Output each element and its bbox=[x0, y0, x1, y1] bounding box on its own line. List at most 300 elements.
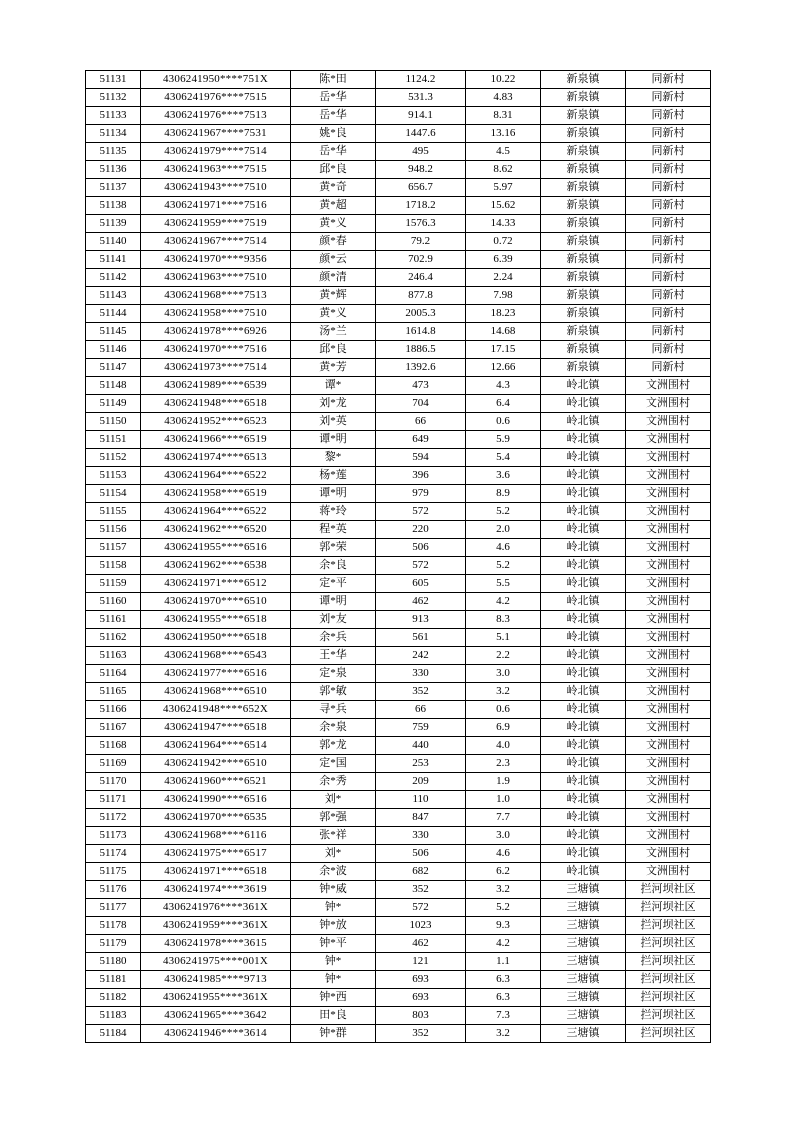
cell-village: 文洲围村 bbox=[626, 719, 711, 737]
cell-amount: 462 bbox=[376, 593, 466, 611]
cell-name: 刘* bbox=[291, 845, 376, 863]
cell-seq: 51167 bbox=[86, 719, 141, 737]
cell-id_number: 4306241964****6514 bbox=[141, 737, 291, 755]
cell-name: 岳*华 bbox=[291, 143, 376, 161]
cell-id_number: 4306241943****7510 bbox=[141, 179, 291, 197]
cell-village: 同新村 bbox=[626, 359, 711, 377]
cell-town: 岭北镇 bbox=[541, 575, 626, 593]
cell-town: 岭北镇 bbox=[541, 611, 626, 629]
cell-village: 拦河坝社区 bbox=[626, 953, 711, 971]
cell-amount: 914.1 bbox=[376, 107, 466, 125]
cell-seq: 51150 bbox=[86, 413, 141, 431]
cell-seq: 51162 bbox=[86, 629, 141, 647]
cell-village: 同新村 bbox=[626, 179, 711, 197]
cell-id_number: 4306241964****6522 bbox=[141, 503, 291, 521]
cell-id_number: 4306241973****7514 bbox=[141, 359, 291, 377]
cell-amount: 759 bbox=[376, 719, 466, 737]
cell-seq: 51175 bbox=[86, 863, 141, 881]
cell-id_number: 4306241950****6518 bbox=[141, 629, 291, 647]
cell-name: 定*泉 bbox=[291, 665, 376, 683]
cell-seq: 51138 bbox=[86, 197, 141, 215]
cell-town: 三塘镇 bbox=[541, 881, 626, 899]
cell-rate: 4.0 bbox=[466, 737, 541, 755]
table-row bbox=[86, 341, 711, 359]
cell-rate: 0.72 bbox=[466, 233, 541, 251]
cell-seq: 51136 bbox=[86, 161, 141, 179]
cell-amount: 110 bbox=[376, 791, 466, 809]
cell-id_number: 4306241976****7513 bbox=[141, 107, 291, 125]
cell-rate: 6.39 bbox=[466, 251, 541, 269]
cell-town: 岭北镇 bbox=[541, 701, 626, 719]
table-row bbox=[86, 629, 711, 647]
cell-amount: 352 bbox=[376, 1025, 466, 1043]
cell-id_number: 4306241970****9356 bbox=[141, 251, 291, 269]
cell-town: 三塘镇 bbox=[541, 935, 626, 953]
cell-name: 余*秀 bbox=[291, 773, 376, 791]
table-row bbox=[86, 485, 711, 503]
table-row bbox=[86, 89, 711, 107]
cell-town: 新泉镇 bbox=[541, 125, 626, 143]
cell-village: 文洲围村 bbox=[626, 593, 711, 611]
cell-id_number: 4306241971****6512 bbox=[141, 575, 291, 593]
cell-seq: 51144 bbox=[86, 305, 141, 323]
table-row bbox=[86, 305, 711, 323]
cell-amount: 803 bbox=[376, 1007, 466, 1025]
cell-seq: 51184 bbox=[86, 1025, 141, 1043]
cell-village: 拦河坝社区 bbox=[626, 1007, 711, 1025]
cell-seq: 51180 bbox=[86, 953, 141, 971]
cell-id_number: 4306241975****6517 bbox=[141, 845, 291, 863]
cell-rate: 9.3 bbox=[466, 917, 541, 935]
cell-seq: 51157 bbox=[86, 539, 141, 557]
cell-amount: 66 bbox=[376, 701, 466, 719]
cell-village: 拦河坝社区 bbox=[626, 1025, 711, 1043]
cell-rate: 4.6 bbox=[466, 539, 541, 557]
cell-amount: 330 bbox=[376, 827, 466, 845]
table-row bbox=[86, 791, 711, 809]
cell-village: 文洲围村 bbox=[626, 395, 711, 413]
cell-seq: 51151 bbox=[86, 431, 141, 449]
cell-rate: 0.6 bbox=[466, 701, 541, 719]
cell-amount: 561 bbox=[376, 629, 466, 647]
table-row bbox=[86, 413, 711, 431]
cell-id_number: 4306241970****6510 bbox=[141, 593, 291, 611]
cell-name: 岳*华 bbox=[291, 107, 376, 125]
cell-id_number: 4306241968****6116 bbox=[141, 827, 291, 845]
cell-rate: 5.97 bbox=[466, 179, 541, 197]
table-row bbox=[86, 845, 711, 863]
cell-seq: 51155 bbox=[86, 503, 141, 521]
cell-id_number: 4306241962****6538 bbox=[141, 557, 291, 575]
cell-name: 黄*义 bbox=[291, 215, 376, 233]
cell-id_number: 4306241967****7531 bbox=[141, 125, 291, 143]
cell-id_number: 4306241946****3614 bbox=[141, 1025, 291, 1043]
table-row bbox=[86, 269, 711, 287]
cell-town: 岭北镇 bbox=[541, 485, 626, 503]
table-row bbox=[86, 611, 711, 629]
cell-village: 文洲围村 bbox=[626, 827, 711, 845]
cell-village: 文洲围村 bbox=[626, 845, 711, 863]
cell-town: 新泉镇 bbox=[541, 359, 626, 377]
cell-name: 黄*辉 bbox=[291, 287, 376, 305]
cell-town: 岭北镇 bbox=[541, 773, 626, 791]
table-row bbox=[86, 251, 711, 269]
cell-seq: 51153 bbox=[86, 467, 141, 485]
cell-id_number: 4306241959****361X bbox=[141, 917, 291, 935]
table-row bbox=[86, 323, 711, 341]
cell-town: 岭北镇 bbox=[541, 539, 626, 557]
cell-name: 程*英 bbox=[291, 521, 376, 539]
table-row bbox=[86, 827, 711, 845]
cell-town: 新泉镇 bbox=[541, 89, 626, 107]
cell-rate: 1.1 bbox=[466, 953, 541, 971]
cell-rate: 7.98 bbox=[466, 287, 541, 305]
cell-id_number: 4306241959****7519 bbox=[141, 215, 291, 233]
cell-seq: 51142 bbox=[86, 269, 141, 287]
cell-name: 寻*兵 bbox=[291, 701, 376, 719]
table-body bbox=[86, 71, 711, 1043]
cell-village: 同新村 bbox=[626, 197, 711, 215]
cell-seq: 51160 bbox=[86, 593, 141, 611]
cell-id_number: 4306241966****6519 bbox=[141, 431, 291, 449]
cell-town: 岭北镇 bbox=[541, 503, 626, 521]
table-row bbox=[86, 989, 711, 1007]
table-row bbox=[86, 449, 711, 467]
cell-village: 同新村 bbox=[626, 233, 711, 251]
cell-town: 岭北镇 bbox=[541, 719, 626, 737]
table-row bbox=[86, 917, 711, 935]
cell-rate: 5.2 bbox=[466, 899, 541, 917]
cell-id_number: 4306241968****7513 bbox=[141, 287, 291, 305]
cell-town: 岭北镇 bbox=[541, 431, 626, 449]
cell-id_number: 4306241989****6539 bbox=[141, 377, 291, 395]
cell-name: 黄*义 bbox=[291, 305, 376, 323]
cell-rate: 4.3 bbox=[466, 377, 541, 395]
cell-seq: 51179 bbox=[86, 935, 141, 953]
cell-village: 文洲围村 bbox=[626, 557, 711, 575]
cell-amount: 506 bbox=[376, 845, 466, 863]
table-row bbox=[86, 971, 711, 989]
table-row bbox=[86, 647, 711, 665]
table-row bbox=[86, 1025, 711, 1043]
cell-seq: 51177 bbox=[86, 899, 141, 917]
cell-village: 文洲围村 bbox=[626, 629, 711, 647]
cell-seq: 51172 bbox=[86, 809, 141, 827]
cell-name: 余*波 bbox=[291, 863, 376, 881]
table-row bbox=[86, 737, 711, 755]
cell-rate: 2.0 bbox=[466, 521, 541, 539]
cell-seq: 51165 bbox=[86, 683, 141, 701]
cell-id_number: 4306241975****001X bbox=[141, 953, 291, 971]
cell-name: 钟*威 bbox=[291, 881, 376, 899]
cell-name: 姚*良 bbox=[291, 125, 376, 143]
cell-village: 同新村 bbox=[626, 143, 711, 161]
cell-seq: 51170 bbox=[86, 773, 141, 791]
cell-amount: 1124.2 bbox=[376, 71, 466, 89]
cell-amount: 1576.3 bbox=[376, 215, 466, 233]
cell-amount: 352 bbox=[376, 881, 466, 899]
cell-id_number: 4306241978****6926 bbox=[141, 323, 291, 341]
cell-id_number: 4306241955****6518 bbox=[141, 611, 291, 629]
cell-seq: 51149 bbox=[86, 395, 141, 413]
cell-town: 岭北镇 bbox=[541, 593, 626, 611]
cell-amount: 440 bbox=[376, 737, 466, 755]
cell-village: 同新村 bbox=[626, 215, 711, 233]
cell-name: 余*泉 bbox=[291, 719, 376, 737]
cell-town: 三塘镇 bbox=[541, 989, 626, 1007]
cell-name: 钟* bbox=[291, 899, 376, 917]
table-row bbox=[86, 287, 711, 305]
cell-name: 王*华 bbox=[291, 647, 376, 665]
cell-name: 邱*良 bbox=[291, 341, 376, 359]
cell-village: 文洲围村 bbox=[626, 755, 711, 773]
table-row bbox=[86, 197, 711, 215]
cell-name: 钟* bbox=[291, 971, 376, 989]
cell-amount: 246.4 bbox=[376, 269, 466, 287]
cell-name: 余*良 bbox=[291, 557, 376, 575]
cell-village: 同新村 bbox=[626, 107, 711, 125]
cell-seq: 51131 bbox=[86, 71, 141, 89]
cell-village: 文洲围村 bbox=[626, 737, 711, 755]
beneficiary-table bbox=[85, 70, 711, 1043]
cell-amount: 572 bbox=[376, 899, 466, 917]
cell-name: 黄*奇 bbox=[291, 179, 376, 197]
table-row bbox=[86, 593, 711, 611]
cell-rate: 8.9 bbox=[466, 485, 541, 503]
cell-name: 郭*敏 bbox=[291, 683, 376, 701]
cell-amount: 1614.8 bbox=[376, 323, 466, 341]
cell-name: 颜*云 bbox=[291, 251, 376, 269]
table-row bbox=[86, 107, 711, 125]
cell-village: 文洲围村 bbox=[626, 791, 711, 809]
cell-amount: 649 bbox=[376, 431, 466, 449]
table-row bbox=[86, 395, 711, 413]
cell-id_number: 4306241974****6513 bbox=[141, 449, 291, 467]
cell-rate: 5.4 bbox=[466, 449, 541, 467]
table-row bbox=[86, 143, 711, 161]
cell-town: 岭北镇 bbox=[541, 665, 626, 683]
cell-town: 三塘镇 bbox=[541, 953, 626, 971]
cell-town: 三塘镇 bbox=[541, 899, 626, 917]
cell-id_number: 4306241964****6522 bbox=[141, 467, 291, 485]
cell-amount: 1718.2 bbox=[376, 197, 466, 215]
cell-amount: 242 bbox=[376, 647, 466, 665]
cell-id_number: 4306241952****6523 bbox=[141, 413, 291, 431]
cell-id_number: 4306241967****7514 bbox=[141, 233, 291, 251]
table-row bbox=[86, 701, 711, 719]
cell-rate: 5.2 bbox=[466, 503, 541, 521]
cell-amount: 352 bbox=[376, 683, 466, 701]
table-row bbox=[86, 377, 711, 395]
cell-town: 新泉镇 bbox=[541, 233, 626, 251]
cell-rate: 2.2 bbox=[466, 647, 541, 665]
cell-village: 文洲围村 bbox=[626, 611, 711, 629]
table-row bbox=[86, 161, 711, 179]
cell-town: 新泉镇 bbox=[541, 215, 626, 233]
cell-town: 岭北镇 bbox=[541, 755, 626, 773]
cell-name: 颜*春 bbox=[291, 233, 376, 251]
table-row bbox=[86, 467, 711, 485]
cell-rate: 5.9 bbox=[466, 431, 541, 449]
cell-amount: 495 bbox=[376, 143, 466, 161]
cell-amount: 253 bbox=[376, 755, 466, 773]
cell-name: 定*国 bbox=[291, 755, 376, 773]
cell-id_number: 4306241978****3615 bbox=[141, 935, 291, 953]
cell-town: 岭北镇 bbox=[541, 467, 626, 485]
cell-village: 拦河坝社区 bbox=[626, 881, 711, 899]
cell-town: 岭北镇 bbox=[541, 521, 626, 539]
cell-amount: 209 bbox=[376, 773, 466, 791]
cell-rate: 15.62 bbox=[466, 197, 541, 215]
cell-rate: 4.2 bbox=[466, 593, 541, 611]
table-row bbox=[86, 719, 711, 737]
cell-id_number: 4306241963****7510 bbox=[141, 269, 291, 287]
cell-seq: 51161 bbox=[86, 611, 141, 629]
cell-name: 黄*芳 bbox=[291, 359, 376, 377]
cell-amount: 1886.5 bbox=[376, 341, 466, 359]
cell-town: 岭北镇 bbox=[541, 683, 626, 701]
cell-village: 文洲围村 bbox=[626, 809, 711, 827]
cell-seq: 51147 bbox=[86, 359, 141, 377]
cell-seq: 51148 bbox=[86, 377, 141, 395]
cell-seq: 51169 bbox=[86, 755, 141, 773]
cell-rate: 0.6 bbox=[466, 413, 541, 431]
cell-id_number: 4306241965****3642 bbox=[141, 1007, 291, 1025]
table-row bbox=[86, 863, 711, 881]
cell-town: 岭北镇 bbox=[541, 827, 626, 845]
cell-rate: 8.62 bbox=[466, 161, 541, 179]
cell-seq: 51152 bbox=[86, 449, 141, 467]
cell-village: 拦河坝社区 bbox=[626, 971, 711, 989]
cell-name: 余*兵 bbox=[291, 629, 376, 647]
cell-rate: 14.33 bbox=[466, 215, 541, 233]
cell-id_number: 4306241958****6519 bbox=[141, 485, 291, 503]
table-row bbox=[86, 359, 711, 377]
cell-town: 岭北镇 bbox=[541, 449, 626, 467]
cell-rate: 5.2 bbox=[466, 557, 541, 575]
cell-village: 拦河坝社区 bbox=[626, 899, 711, 917]
table-row bbox=[86, 179, 711, 197]
cell-village: 文洲围村 bbox=[626, 539, 711, 557]
cell-village: 文洲围村 bbox=[626, 683, 711, 701]
cell-town: 新泉镇 bbox=[541, 287, 626, 305]
cell-id_number: 4306241958****7510 bbox=[141, 305, 291, 323]
cell-name: 谭*明 bbox=[291, 431, 376, 449]
cell-village: 拦河坝社区 bbox=[626, 917, 711, 935]
cell-seq: 51135 bbox=[86, 143, 141, 161]
cell-village: 文洲围村 bbox=[626, 647, 711, 665]
cell-village: 同新村 bbox=[626, 305, 711, 323]
cell-seq: 51168 bbox=[86, 737, 141, 755]
cell-rate: 7.3 bbox=[466, 1007, 541, 1025]
cell-name: 黎* bbox=[291, 449, 376, 467]
cell-name: 谭*明 bbox=[291, 593, 376, 611]
cell-seq: 51171 bbox=[86, 791, 141, 809]
cell-id_number: 4306241955****361X bbox=[141, 989, 291, 1007]
cell-seq: 51166 bbox=[86, 701, 141, 719]
cell-seq: 51176 bbox=[86, 881, 141, 899]
cell-rate: 5.1 bbox=[466, 629, 541, 647]
cell-name: 杨*莲 bbox=[291, 467, 376, 485]
cell-amount: 877.8 bbox=[376, 287, 466, 305]
cell-id_number: 4306241963****7515 bbox=[141, 161, 291, 179]
cell-name: 钟* bbox=[291, 953, 376, 971]
cell-village: 同新村 bbox=[626, 125, 711, 143]
cell-id_number: 4306241970****7516 bbox=[141, 341, 291, 359]
cell-rate: 6.2 bbox=[466, 863, 541, 881]
cell-seq: 51183 bbox=[86, 1007, 141, 1025]
cell-village: 同新村 bbox=[626, 323, 711, 341]
cell-rate: 10.22 bbox=[466, 71, 541, 89]
cell-amount: 473 bbox=[376, 377, 466, 395]
cell-town: 岭北镇 bbox=[541, 845, 626, 863]
cell-town: 岭北镇 bbox=[541, 413, 626, 431]
cell-village: 文洲围村 bbox=[626, 863, 711, 881]
cell-village: 文洲围村 bbox=[626, 431, 711, 449]
cell-seq: 51158 bbox=[86, 557, 141, 575]
cell-amount: 330 bbox=[376, 665, 466, 683]
cell-town: 新泉镇 bbox=[541, 251, 626, 269]
table-row bbox=[86, 773, 711, 791]
cell-village: 文洲围村 bbox=[626, 701, 711, 719]
table-row bbox=[86, 755, 711, 773]
cell-rate: 8.31 bbox=[466, 107, 541, 125]
cell-rate: 3.0 bbox=[466, 827, 541, 845]
cell-name: 刘*友 bbox=[291, 611, 376, 629]
cell-village: 同新村 bbox=[626, 161, 711, 179]
cell-village: 文洲围村 bbox=[626, 503, 711, 521]
cell-name: 谭*明 bbox=[291, 485, 376, 503]
cell-town: 岭北镇 bbox=[541, 647, 626, 665]
cell-seq: 51156 bbox=[86, 521, 141, 539]
cell-amount: 1023 bbox=[376, 917, 466, 935]
cell-seq: 51145 bbox=[86, 323, 141, 341]
table-row bbox=[86, 539, 711, 557]
cell-seq: 51154 bbox=[86, 485, 141, 503]
table-row bbox=[86, 125, 711, 143]
cell-rate: 2.24 bbox=[466, 269, 541, 287]
cell-town: 岭北镇 bbox=[541, 557, 626, 575]
table-row bbox=[86, 1007, 711, 1025]
cell-rate: 13.16 bbox=[466, 125, 541, 143]
cell-id_number: 4306241948****6518 bbox=[141, 395, 291, 413]
cell-name: 张*祥 bbox=[291, 827, 376, 845]
cell-rate: 4.2 bbox=[466, 935, 541, 953]
cell-rate: 8.3 bbox=[466, 611, 541, 629]
cell-town: 新泉镇 bbox=[541, 143, 626, 161]
cell-amount: 594 bbox=[376, 449, 466, 467]
cell-id_number: 4306241970****6535 bbox=[141, 809, 291, 827]
cell-id_number: 4306241947****6518 bbox=[141, 719, 291, 737]
cell-seq: 51146 bbox=[86, 341, 141, 359]
cell-id_number: 4306241955****6516 bbox=[141, 539, 291, 557]
cell-rate: 6.4 bbox=[466, 395, 541, 413]
cell-town: 新泉镇 bbox=[541, 197, 626, 215]
table-row bbox=[86, 557, 711, 575]
table-row bbox=[86, 683, 711, 701]
cell-rate: 6.3 bbox=[466, 971, 541, 989]
cell-rate: 6.9 bbox=[466, 719, 541, 737]
cell-amount: 979 bbox=[376, 485, 466, 503]
cell-id_number: 4306241971****7516 bbox=[141, 197, 291, 215]
cell-amount: 693 bbox=[376, 989, 466, 1007]
cell-village: 文洲围村 bbox=[626, 485, 711, 503]
cell-seq: 51139 bbox=[86, 215, 141, 233]
cell-rate: 3.6 bbox=[466, 467, 541, 485]
cell-town: 新泉镇 bbox=[541, 305, 626, 323]
cell-seq: 51173 bbox=[86, 827, 141, 845]
cell-village: 拦河坝社区 bbox=[626, 989, 711, 1007]
